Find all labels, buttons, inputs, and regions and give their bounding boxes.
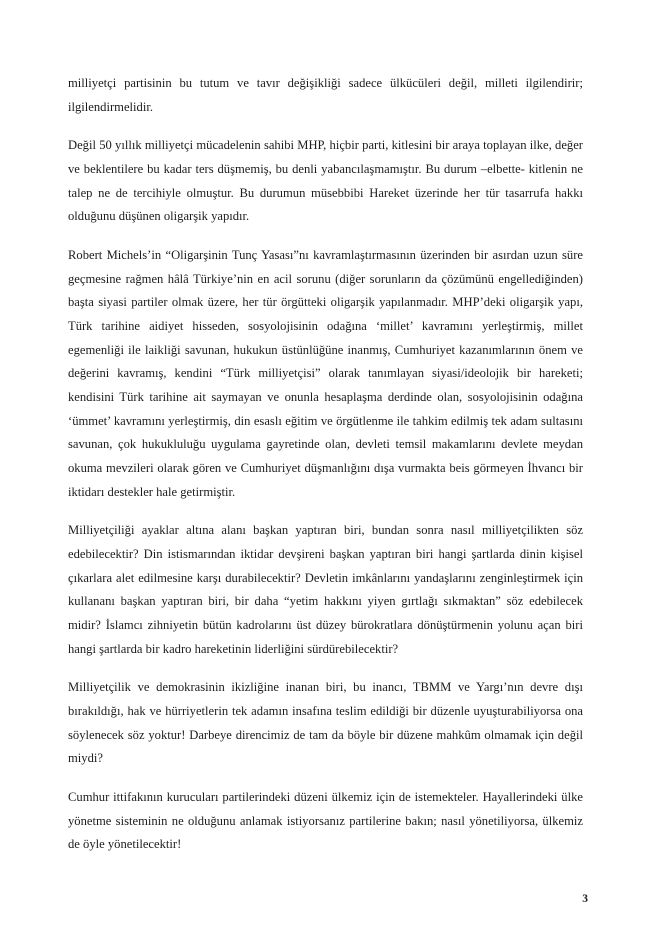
paragraph: Milliyetçiliği ayaklar altına alanı başkan yaptıran biri, bundan sonra nasıl milliyetçilikten söz edebilecektir? Din istismarından iktidar devşireni başkan yaptıran biri hangi şartlarda dinin kişisel çıkarlara alet edilmesine karşı durabilecektir? Devletin imkânlarını yandaşlarını zenginleştirmek için kullananı başkan yaptıran biri, bir daha “yetim hakkını yiyen gırtlağı sıkmaktan” söz edebilecek midir? İslamcı zihniyetin bütün kadrolarını üst düzey bürokratlara dönüştürmenin yolunu açan biri hangi şartlarda bir kadro hareketinin liderliğini sürdürebilecektir? <box>68 523 583 656</box>
paragraph: Cumhur ittifakının kurucuları partilerindeki düzeni ülkemiz için de istemekteler. Hayallerindeki ülke yönetme sisteminin ne olduğunu anlamak istiyorsanız partilerine bakın; nasıl yönetiliyorsa, ülkemiz de öyle yönetilecektir! <box>68 790 583 852</box>
paragraph: Değil 50 yıllık milliyetçi mücadelenin sahibi MHP, hiçbir parti, kitlesini bir araya toplayan ilke, değer ve beklentilere bu kadar ters düşmemiş, bu denli yabancılaşmamıştır. Bu durum –elbette- kitlenin ne talep ne de tercihiyle olmuştur. Bu durumun müsebbibi Hareket üzerinde her tür tasarrufa hakkı olduğunu düşünen oligarşik yapıdır. <box>68 138 583 224</box>
document-body <box>68 72 583 857</box>
page-number: 3 <box>582 892 588 905</box>
paragraph: milliyetçi partisinin bu tutum ve tavır değişikliği sadece ülkücüleri değil, milleti ilgilendirir; ilgilendirmelidir. <box>68 76 583 114</box>
paragraph: Robert Michels’in “Oligarşinin Tunç Yasası”nı kavramlaştırmasının üzerinden bir asırdan uzun süre geçmesine rağmen hâlâ Türkiye’nin en acil sorunu (diğer sorunların da çözümünü engellediğinden) başta siyasi partiler olmak üzere, her tür örgütteki oligarşik yapılanmadır. MHP’deki oligarşik yapı, Türk tarihine aidiyet hisseden, sosyolojisinin odağına ‘millet’ kavramını yerleştirmiş, millet egemenliği ile laikliği savunan, hukukun üstünlüğüne inanmış, Cumhuriyet kazanımlarının önem ve değerini kavramış, kendini “Türk milliyetçisi” olarak tanımlayan siyasi/ideolojik bir hareketi; kendisini Türk tarihine ait saymayan ve onunla hesaplaşma derdinde olan, sosyolojisinin odağına ‘ümmet’ kavramını yerleştirmiş, din esaslı eğitim ve örgütlenme ile tahkim edilmiş tek adam sultasını savunan, çok hukukluluğu uygulama gayretinde olan, devleti temsil makamlarını devlete meydan okuma mevzileri olarak gören ve Cumhuriyet düşmanlığını dışa vurmakta beis görmeyen İhvancı bir iktidarı destekler hale getirmiştir. <box>68 248 583 499</box>
paragraph: Milliyetçilik ve demokrasinin ikizliğine inanan biri, bu inancı, TBMM ve Yargı’nın devre dışı bırakıldığı, hak ve hürriyetlerin tek adamın insafına teslim edildiği bir düzenle uyuşturabiliyorsa ona söylenecek söz yoktur! Darbeye direncimiz de tam da böyle bir düzene mahkûm olmamak için değil miydi? <box>68 680 583 766</box>
